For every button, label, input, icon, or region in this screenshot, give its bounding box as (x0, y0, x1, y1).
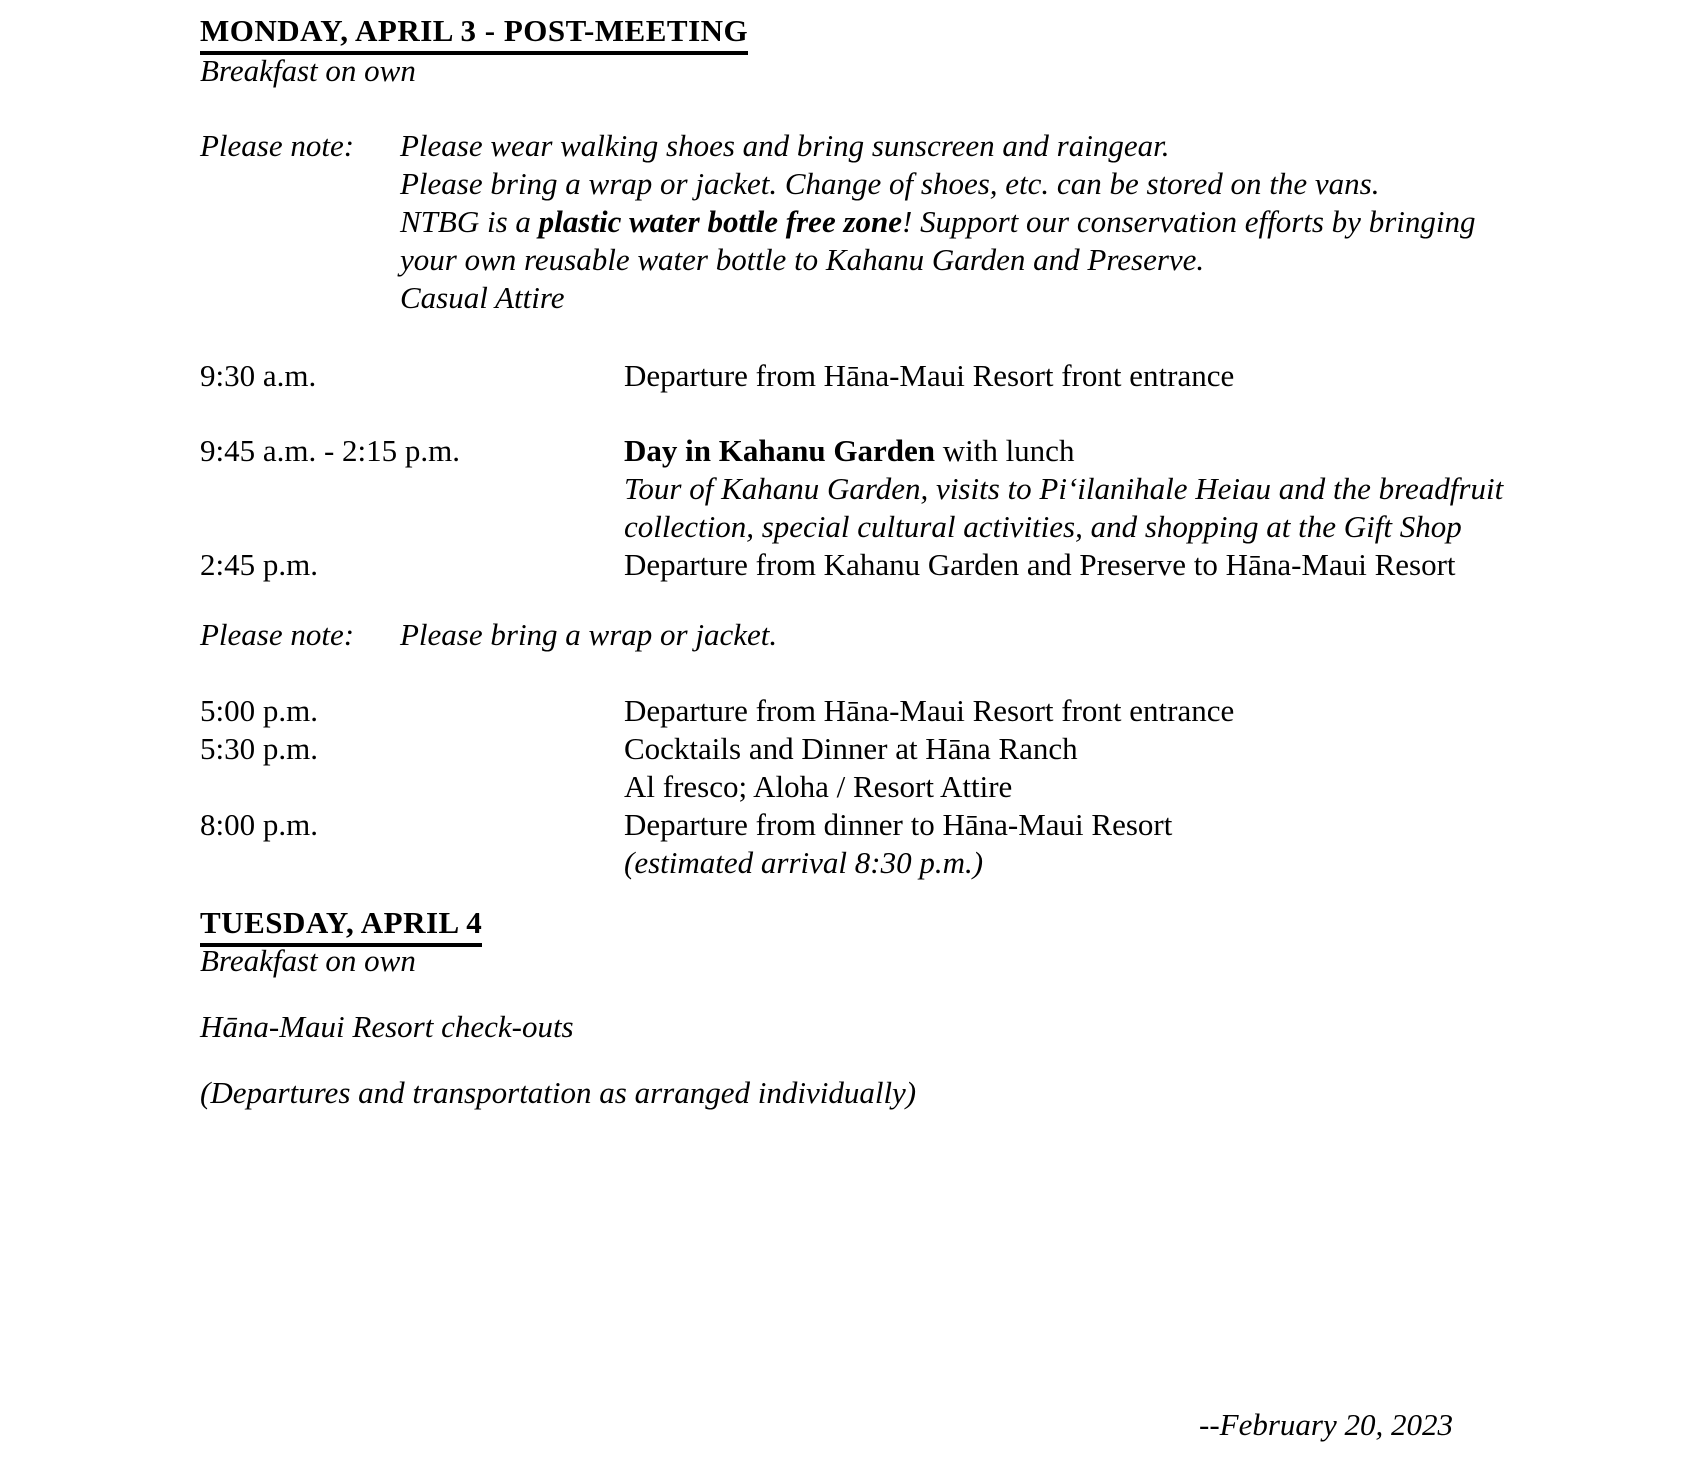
event-title-bold: Day in Kahanu Garden (624, 433, 935, 468)
event-title (624, 432, 1660, 470)
monday-note-block (200, 127, 1660, 317)
event-description (624, 806, 1660, 882)
monday-note-block-2 (200, 616, 1660, 654)
note-label: Please note: (200, 617, 355, 652)
tuesday-checkouts-note: Hāna-Maui Resort check-outs (200, 1009, 574, 1044)
note-line-1: Please wear walking shoes and bring sunscreen and raingear. (400, 128, 1170, 163)
note-line-3-post: ! Support our conservation efforts by bringing (902, 204, 1476, 239)
footer-date: --February 20, 2023 (1199, 1407, 1453, 1442)
event-time: 2:45 p.m. (200, 547, 318, 582)
tuesday-section-header (200, 904, 482, 947)
note-line-3 (400, 203, 1660, 241)
event-time: 9:45 a.m. - 2:15 p.m. (200, 433, 461, 468)
tuesday-heading: TUESDAY, APRIL 4 (200, 904, 482, 947)
note-text: Please bring a wrap or jacket. (400, 617, 778, 652)
event-sub: (estimated arrival 8:30 p.m.) (624, 845, 984, 880)
event-description: Departure from Hāna-Maui Resort front entrance (624, 358, 1235, 393)
schedule-row-500 (200, 692, 1660, 730)
event-detail-2: collection, special cultural activities, and shopping at the Gift Shop (624, 509, 1462, 544)
event-title-rest: with lunch (934, 433, 1075, 468)
note-line-4: your own reusable water bottle to Kahanu Garden and Preserve. (400, 242, 1205, 277)
event-description: Departure from Hāna-Maui Resort front entrance (624, 693, 1235, 728)
tuesday-breakfast-note: Breakfast on own (200, 943, 416, 978)
event-description (624, 432, 1660, 546)
schedule-row-800 (200, 806, 1660, 882)
schedule-row-945 (200, 432, 1660, 546)
schedule-row-530 (200, 730, 1660, 806)
event-time: 9:30 a.m. (200, 358, 317, 393)
event-sub: Al fresco; Aloha / Resort Attire (624, 769, 1013, 804)
monday-section-header (200, 12, 748, 55)
event-time: 5:00 p.m. (200, 693, 318, 728)
note-line-3-pre: NTBG is a (400, 204, 539, 239)
note-line-2: Please bring a wrap or jacket. Change of shoes, etc. can be stored on the vans. (400, 166, 1380, 201)
event-time: 5:30 p.m. (200, 731, 318, 766)
monday-heading: MONDAY, APRIL 3 - POST-MEETING (200, 12, 748, 55)
note-line-3-bold: plastic water bottle free zone (538, 204, 903, 239)
note-label: Please note: (200, 128, 355, 163)
note-text (400, 127, 1660, 317)
tuesday-departures-note: (Departures and transportation as arranged individually) (200, 1075, 917, 1110)
schedule-row-930 (200, 357, 1660, 395)
event-description (624, 730, 1660, 806)
event-description: Departure from Kahanu Garden and Preserve to Hāna-Maui Resort (624, 547, 1456, 582)
note-line-5: Casual Attire (400, 280, 565, 315)
schedule-row-245 (200, 546, 1660, 584)
event-title: Departure from dinner to Hāna-Maui Resort (624, 807, 1173, 842)
event-title: Cocktails and Dinner at Hāna Ranch (624, 731, 1078, 766)
event-time: 8:00 p.m. (200, 807, 318, 842)
monday-breakfast-note: Breakfast on own (200, 53, 416, 88)
event-detail-1: Tour of Kahanu Garden, visits to Piʻilanihale Heiau and the breadfruit (624, 471, 1504, 506)
